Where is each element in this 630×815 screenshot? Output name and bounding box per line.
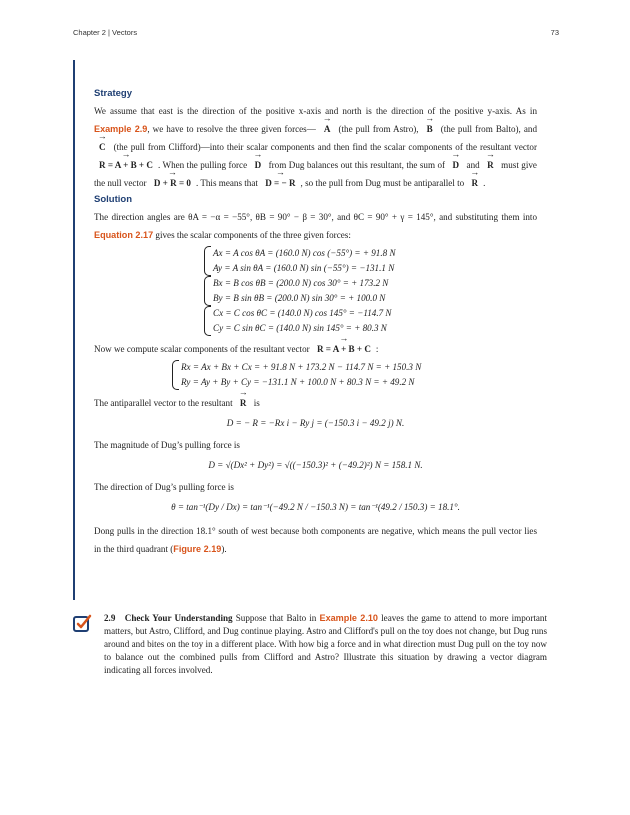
vector-B: → B (424, 120, 436, 138)
components-R (172, 360, 537, 390)
vector-R: → R (484, 156, 497, 174)
text: ). (221, 544, 227, 554)
text: . This means that (195, 178, 258, 188)
text: . (483, 178, 486, 188)
text: The antiparallel vector to the resultant (94, 398, 233, 408)
vector-D: → D (252, 156, 265, 174)
text: (the pull from Astro), (338, 124, 419, 134)
check-number: 2.9 (104, 613, 116, 623)
link-equation-2-17[interactable]: Equation 2.17 (94, 230, 154, 240)
check-understanding-icon (73, 613, 93, 633)
solution-paragraph-2: Now we compute scalar components of the resultant vector → R = A + B + C : (94, 340, 537, 358)
text: We assume that east is the direction of the positive x-axis and north is the direction of the positive y-axis. As in (94, 106, 537, 116)
text: and (466, 160, 480, 170)
text: leaves the game to attend to more important matters, but Astro, Clifford, and Dug continue playing. Astro and Clifford's pull on the toy does not change, but Dug runs around and bites on the toy in a different place. With how big a force and in what direction must Dug pull on the toy now to balance out the combined pulls from Clifford and Astro? Illustrate this situation by drawing a vector diagram indicating all forces involved. (104, 613, 547, 675)
text: is (253, 398, 260, 408)
dug-vector-equation: D = − R = −Rx i − Ry j = (−150.3 i − 49.2 j) N. (226, 418, 405, 428)
antiparallel-equation: → D = − R (262, 174, 298, 192)
text: from Dug balances out this resultant, the sum of (268, 160, 446, 170)
brace (204, 276, 211, 306)
equation-Rx: Rx = Ax + Bx + Cx = + 91.8 N + 173.2 N − 114.7 N = + 150.3 N (181, 362, 422, 372)
equation-By: By = B sin θB = (200.0 N) sin 30° = + 100.0 N (213, 293, 386, 303)
link-example-2-9[interactable]: Example 2.9 (94, 124, 148, 134)
components-A (204, 246, 537, 276)
text: , so the pull from Dug must be antiparallel to (300, 178, 465, 188)
solution-paragraph-1 (94, 208, 537, 244)
example-body (94, 86, 537, 558)
equation-Cx: Cx = C cos θC = (140.0 N) cos 145° = −114.7 N (213, 308, 392, 318)
text: , we have to resolve the three given forces— (147, 124, 316, 134)
solution-paragraph-3 (94, 394, 537, 412)
solution-paragraph-4: The magnitude of Dug’s pulling force is (94, 440, 240, 450)
check-title: Check Your Understanding (124, 613, 233, 623)
vector-R: → R (468, 174, 481, 192)
page-number: 73 (550, 28, 559, 37)
text: Suppose that Balto in (235, 613, 317, 623)
chapter-header: Chapter 2 | Vectors (73, 28, 138, 37)
equation-Ry: Ry = Ay + By + Cy = −131.1 N + 100.0 N + 80.3 N = + 49.2 N (181, 377, 415, 387)
null-vector-equation: → D + R = 0 (151, 174, 194, 192)
vector-R: → R (237, 394, 250, 412)
brace (204, 246, 211, 276)
text: gives the scalar components of the three given forces: (155, 230, 351, 240)
vector-C: → C (96, 138, 109, 156)
equation-Cy: Cy = C sin θC = (140.0 N) sin 145° = + 80.3 N (213, 323, 387, 333)
strategy-paragraph (94, 102, 537, 192)
equation-Ax: Ax = A cos θA = (160.0 N) cos (−55°) = + 91.8 N (213, 248, 396, 258)
equation-Ay: Ay = A sin θA = (160.0 N) sin (−55°) = −131.1 N (213, 263, 395, 273)
magnitude-equation: D = √(Dx² + Dy²) = √((−150.3)² + (−49.2)²) N = 158.1 N. (208, 460, 423, 470)
brace (172, 360, 179, 390)
component-equations (94, 246, 537, 336)
brace (204, 306, 211, 336)
text: The direction angles are θA = −α = −55°, θB = 90° − β = 30°, and θC = 90° + γ = 145°, and substituting them into (94, 212, 537, 222)
resultant-component-equations (94, 360, 537, 390)
text: must give the null vector (94, 160, 537, 188)
text: . When the pulling force (157, 160, 248, 170)
solution-heading: Solution (94, 194, 132, 205)
link-example-2-10[interactable]: Example 2.10 (319, 613, 378, 623)
solution-paragraph-6 (94, 522, 537, 558)
link-figure-2-19[interactable]: Figure 2.19 (173, 544, 222, 554)
strategy-heading: Strategy (94, 88, 133, 99)
solution-paragraph-5: The direction of Dug’s pulling force is (94, 482, 234, 492)
check-your-understanding (104, 612, 547, 677)
vector-A: → A (321, 120, 334, 138)
direction-equation: θ = tan⁻¹(Dy / Dx) = tan⁻¹(−49.2 N / −150.3 N) = tan⁻¹(49.2 / 150.3) = 18.1°. (171, 502, 460, 512)
text: Dong pulls in the direction 18.1° south of west because both components are negative, which means the pull vector lies in the third quadrant ( (94, 526, 537, 554)
equation-Bx: Bx = B cos θB = (200.0 N) cos 30° = + 173.2 N (213, 278, 389, 288)
text: (the pull from Balto), and (440, 124, 537, 134)
resultant-equation: → R = A + B + C (314, 340, 374, 358)
components-B (204, 276, 537, 306)
example-sidebar-rule (73, 60, 75, 600)
text: Now we compute scalar components of the resultant vector (94, 344, 310, 354)
text: (the pull from Clifford)—into their scalar components and then find the scalar components of the resultant vector (113, 142, 537, 152)
resultant-equation: → R = A + B + C (96, 156, 156, 174)
vector-D: → D (450, 156, 463, 174)
